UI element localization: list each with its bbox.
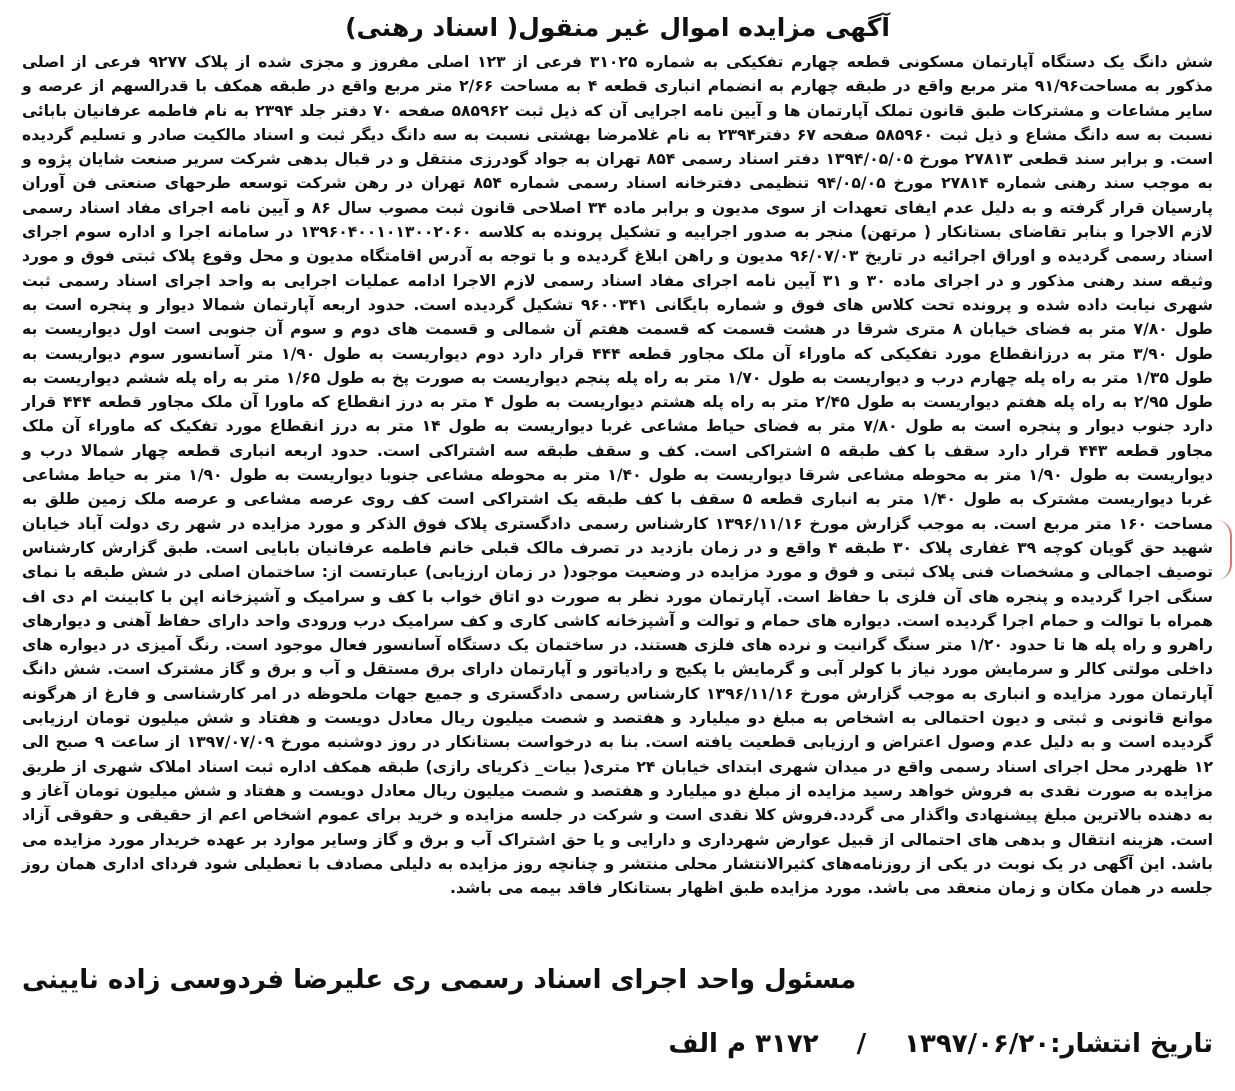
- footer-separator: /: [856, 1029, 867, 1059]
- notice-code: ۳۱۷۲ م الف: [668, 1029, 819, 1059]
- notice-body: شش دانگ یک دستگاه آپارتمان مسکونی قطعه چهارم تفکیکی به شماره ۳۱۰۲۵ فرعی از ۱۲۳ اصلی مفروز و مجزی شده از پلاک ۹۲۷۷ فرعی از اصلی مذکور به مساحت۹۱/۹۶ متر مربع واقع در طبقه چهارم به انضمام انباری قطعه ۴ به مساحت ۲/۶۶ متر مربع واقع در طبقه همکف با قدرالسهم از عرصه و سایر مشاعات و مشترکات طبق قانون تملک آپارتمان ها و آیین نامه اجرایی آن که ذیل ثبت ۵۸۵۹۶۲ صفحه ۷۰ دفتر جلد ۲۳۹۴ به نام فاطمه عرفانیان بابائی نسبت به سه دانگ مشاع و ذیل ثبت ۵۸۵۹۶۰ صفحه ۶۷ دفتر۲۳۹۴ به نام غلامرضا بهشتی نسبت به سه دانگ دیگر ثبت و اسناد مالکیت صادر و تسلیم گردیده است. و برابر سند قطعی ۲۷۸۱۳ مورخ ۱۳۹۴/۰۵/۰۵ دفتر اسناد رسمی ۸۵۴ تهران به جواد گودرزی منتقل و در قبال بدهی شرکت سریر صنعت شایان پژوه و به موجب سند رهنی شماره ۲۷۸۱۴ مورخ ۹۴/۰۵/۰۵ تنظیمی دفترخانه اسناد رسمی شماره ۸۵۴ تهران در رهن شرکت توسعه طرحهای صنعتی فن آوران پارسیان قرار گرفته و به دلیل عدم ایفای تعهدات از سوی مدیون و برابر ماده ۳۴ اصلاحی قانون ثبت مصوب سال ۸۶ و آیین نامه اجرای مفاد اسناد رسمی لازم الاجرا و بنابر تقاضای بستانکار ( مرتهن) منجر به صدور اجراییه و تشکیل پرونده به کلاسه ۱۳۹۶۰۴۰۰۱۰۱۳۰۰۲۰۶۰ در سامانه اجرا و اداره سوم اجرای اسناد رسمی گردیده و اوراق اجرائیه در تاریخ ۹۶/۰۷/۰۳ مدیون و راهن ابلاغ گردیده و با توجه به آدرس اقامتگاه مدیون و محل وقوع پلاک ثبتی فوق و مورد وثیقه سند رهنی مذکور و در اجرای ماده ۳۰ و ۳۱ آیین نامه اجرای مفاد اسناد رسمی لازم الاجرا ادامه عملیات اجرایی به واحد اجرای اسناد رسمی ثبت شهری نیابت داده شده و پرونده تحت کلاس های فوق و شماره بایگانی ۹۶۰۰۳۴۱ تشکیل گردیده است. حدود اربعه آپارتمان شمالا دیوار و پنجره است به طول ۷/۸۰ متر به فضای خیابان ۸ متری شرقا در هشت قسمت که قسمت هفتم آن شمالی و قسمت های دوم و سوم آن جنوبی است اول دیواریست به طول ۳/۹۰ متر به درزانقطاع مورد تفکیکی که ماوراء آن ملک مجاور قطعه ۴۴۴ قرار دارد دوم دیواریست به طول ۱/۹۰ متر آسانسور سوم دیواریست به طول ۱/۳۵ متر به راه پله چهارم درب و دیواریست به طول ۱/۷۰ متر به راه پله پنجم دیواریست به صورت پخ به طول ۱/۶۵ متر به راه پله ششم دیواریست به طول ۲/۹۵ به راه پله هفتم دیواریست به طول ۲/۴۵ متر به راه پله هشتم دیواریست به طول ۴ متر به درز انقطاع که ماورا آن ملک مجاور قطعه ۴۴۴ قرار دارد جنوب دیوار و پنجره است به طول ۷/۸۰ متر به فضای حیاط مشاعی غربا دیواریست به طول ۱۴ متر به درز انقطاع مورد تفکیک که ماوراء آن ملک مجاور قطعه ۴۴۳ قرار دارد سقف با کف طبقه ۵ اشتراکی است. کف و سقف طبقه سه اشتراکی است. حدود اربعه انباری قطعه چهار شمالا درب و دیواریست به طول ۱/۹۰ متر به محوطه مشاعی شرقا دیواریست به طول ۱/۴۰ متر به محوطه مشاعی جنوبا دیواریست به طول ۱/۹۰ متر به حیاط مشاعی غربا دیواریست مشترک به طول ۱/۴۰ متر به انباری قطعه ۵ سقف با کف طبقه یک اشتراکی است کف روی عرصه مشاعی و عرصه ملک زمین طلق به مساحت ۱۶۰ متر مربع است. به موجب گزارش مورخ ۱۳۹۶/۱۱/۱۶ کارشناس رسمی دادگستری پلاک فوق الذکر و مورد مزایده در شهر ری دولت آباد خیابان شهید حق گویان کوچه ۳۹ غفاری پلاک ۳۰ طبقه ۴ واقع و در زمان بازدید در تصرف مالک قبلی خانم فاطمه عرفانیان بابایی است. طبق گزارش کارشناس توصیف اجمالی و مشخصات فنی پلاک ثبتی و فوق و مورد مزایده در وضعیت موجود( در زمان ارزیابی) عبارتست از: ساختمان اصلی در شش طبقه با نمای سنگی اجرا گردیده و پنجره های آن فلزی با حفاظ است. آپارتمان مورد نظر به صورت دو اتاق خواب با کف و سرامیک و آشپزخانه اپن با کابینت ام دی اف همراه با توالت و حمام اجرا گردیده است. دیواره های حمام و توالت و آشپزخانه کاشی کاری و کف سرامیک درب ورودی واحد دارای حفاظ آهنی و دیوارهای راهرو و راه پله ها تا حدود ۱/۲۰ متر سنگ گرانیت و نرده های فلزی هستند. در ساختمان یک دستگاه آسانسور فعال موجود است. رنگ آمیزی در دیواره های داخلی مولتی کالر و سرمایش مورد نیاز با کولر آبی و گرمایش با پکیج و رادیاتور و آپارتمان دارای برق مستقل و آب و برق و گاز مشترک است. شش دانگ آپارتمان مورد مزایده و انباری به موجب گزارش مورخ ۱۳۹۶/۱۱/۱۶ کارشناس رسمی دادگستری و جمیع جهات ملحوظه در امر کارشناسی و فارغ از هرگونه موانع قانونی و ثبتی و دیون احتمالی به اشخاص به مبلغ دو میلیارد و هفتصد و شصت میلیون ریال معادل دویست و هفتاد و شش میلیون تومان ارزیابی گردیده است و به دلیل عدم وصول اعتراض و ارزیابی قطعیت یافته است. بنا به درخواست بستانکار در روز دوشنبه مورخ ۱۳۹۷/۰۷/۰۹ از ساعت ۹ صبح الی ۱۲ ظهردر محل اجرای اسناد رسمی واقع در میدان شهری ابتدای خیابان ۲۴ متری( بیات_ ذکریای رازی) طبقه همکف اداره ثبت اسناد املاک شهری از طریق مزایده به صورت نقدی به فروش خواهد رسید مزایده از مبلغ دو میلیارد و هفتصد و شصت میلیون ریال معادل دویست و هفتاد و شش میلیون تومان آغاز و به دهنده بالاترین مبلغ پیشنهادی واگذار می گردد.فروش کلا نقدی است و شرکت در جلسه مزایده و خرید برای عموم اشخاص اعم از حقیقی و حقوقی آزاد است. هزینه انتقال و بدهی های احتمالی از قبیل عوارض شهرداری و دارایی و یا حق اشتراک آب و برق و گاز وسایر موارد بر عهده خریدار مورد مزایده می باشد. این آگهی در یک نوبت در یکی از روزنامه‌های کثیرالانتشار محلی منتشر و چنانچه روز مزایده به دلیلی مصادف با تعطیلی شود فردای اداری همان روز جلسه در همان مکان و زمان منعقد می باشد. مورد مزایده طبق اظهار بستانکار فاقد بیمه می باشد.: [22, 53, 1214, 898]
- publication-date: تاریخ انتشار:۱۳۹۷/۰۶/۲۰: [904, 1029, 1213, 1059]
- notice-signature: [22, 960, 1213, 1000]
- signature-text: مسئول واحد اجرای اسناد رسمی ری علیرضا فردوسی زاده نایینی: [22, 965, 857, 995]
- margin-mark: [1216, 520, 1232, 580]
- notice-title: آگهی مزایده اموال غیر منقول( اسناد رهنی): [345, 13, 890, 42]
- publication-footer: [22, 1024, 1213, 1064]
